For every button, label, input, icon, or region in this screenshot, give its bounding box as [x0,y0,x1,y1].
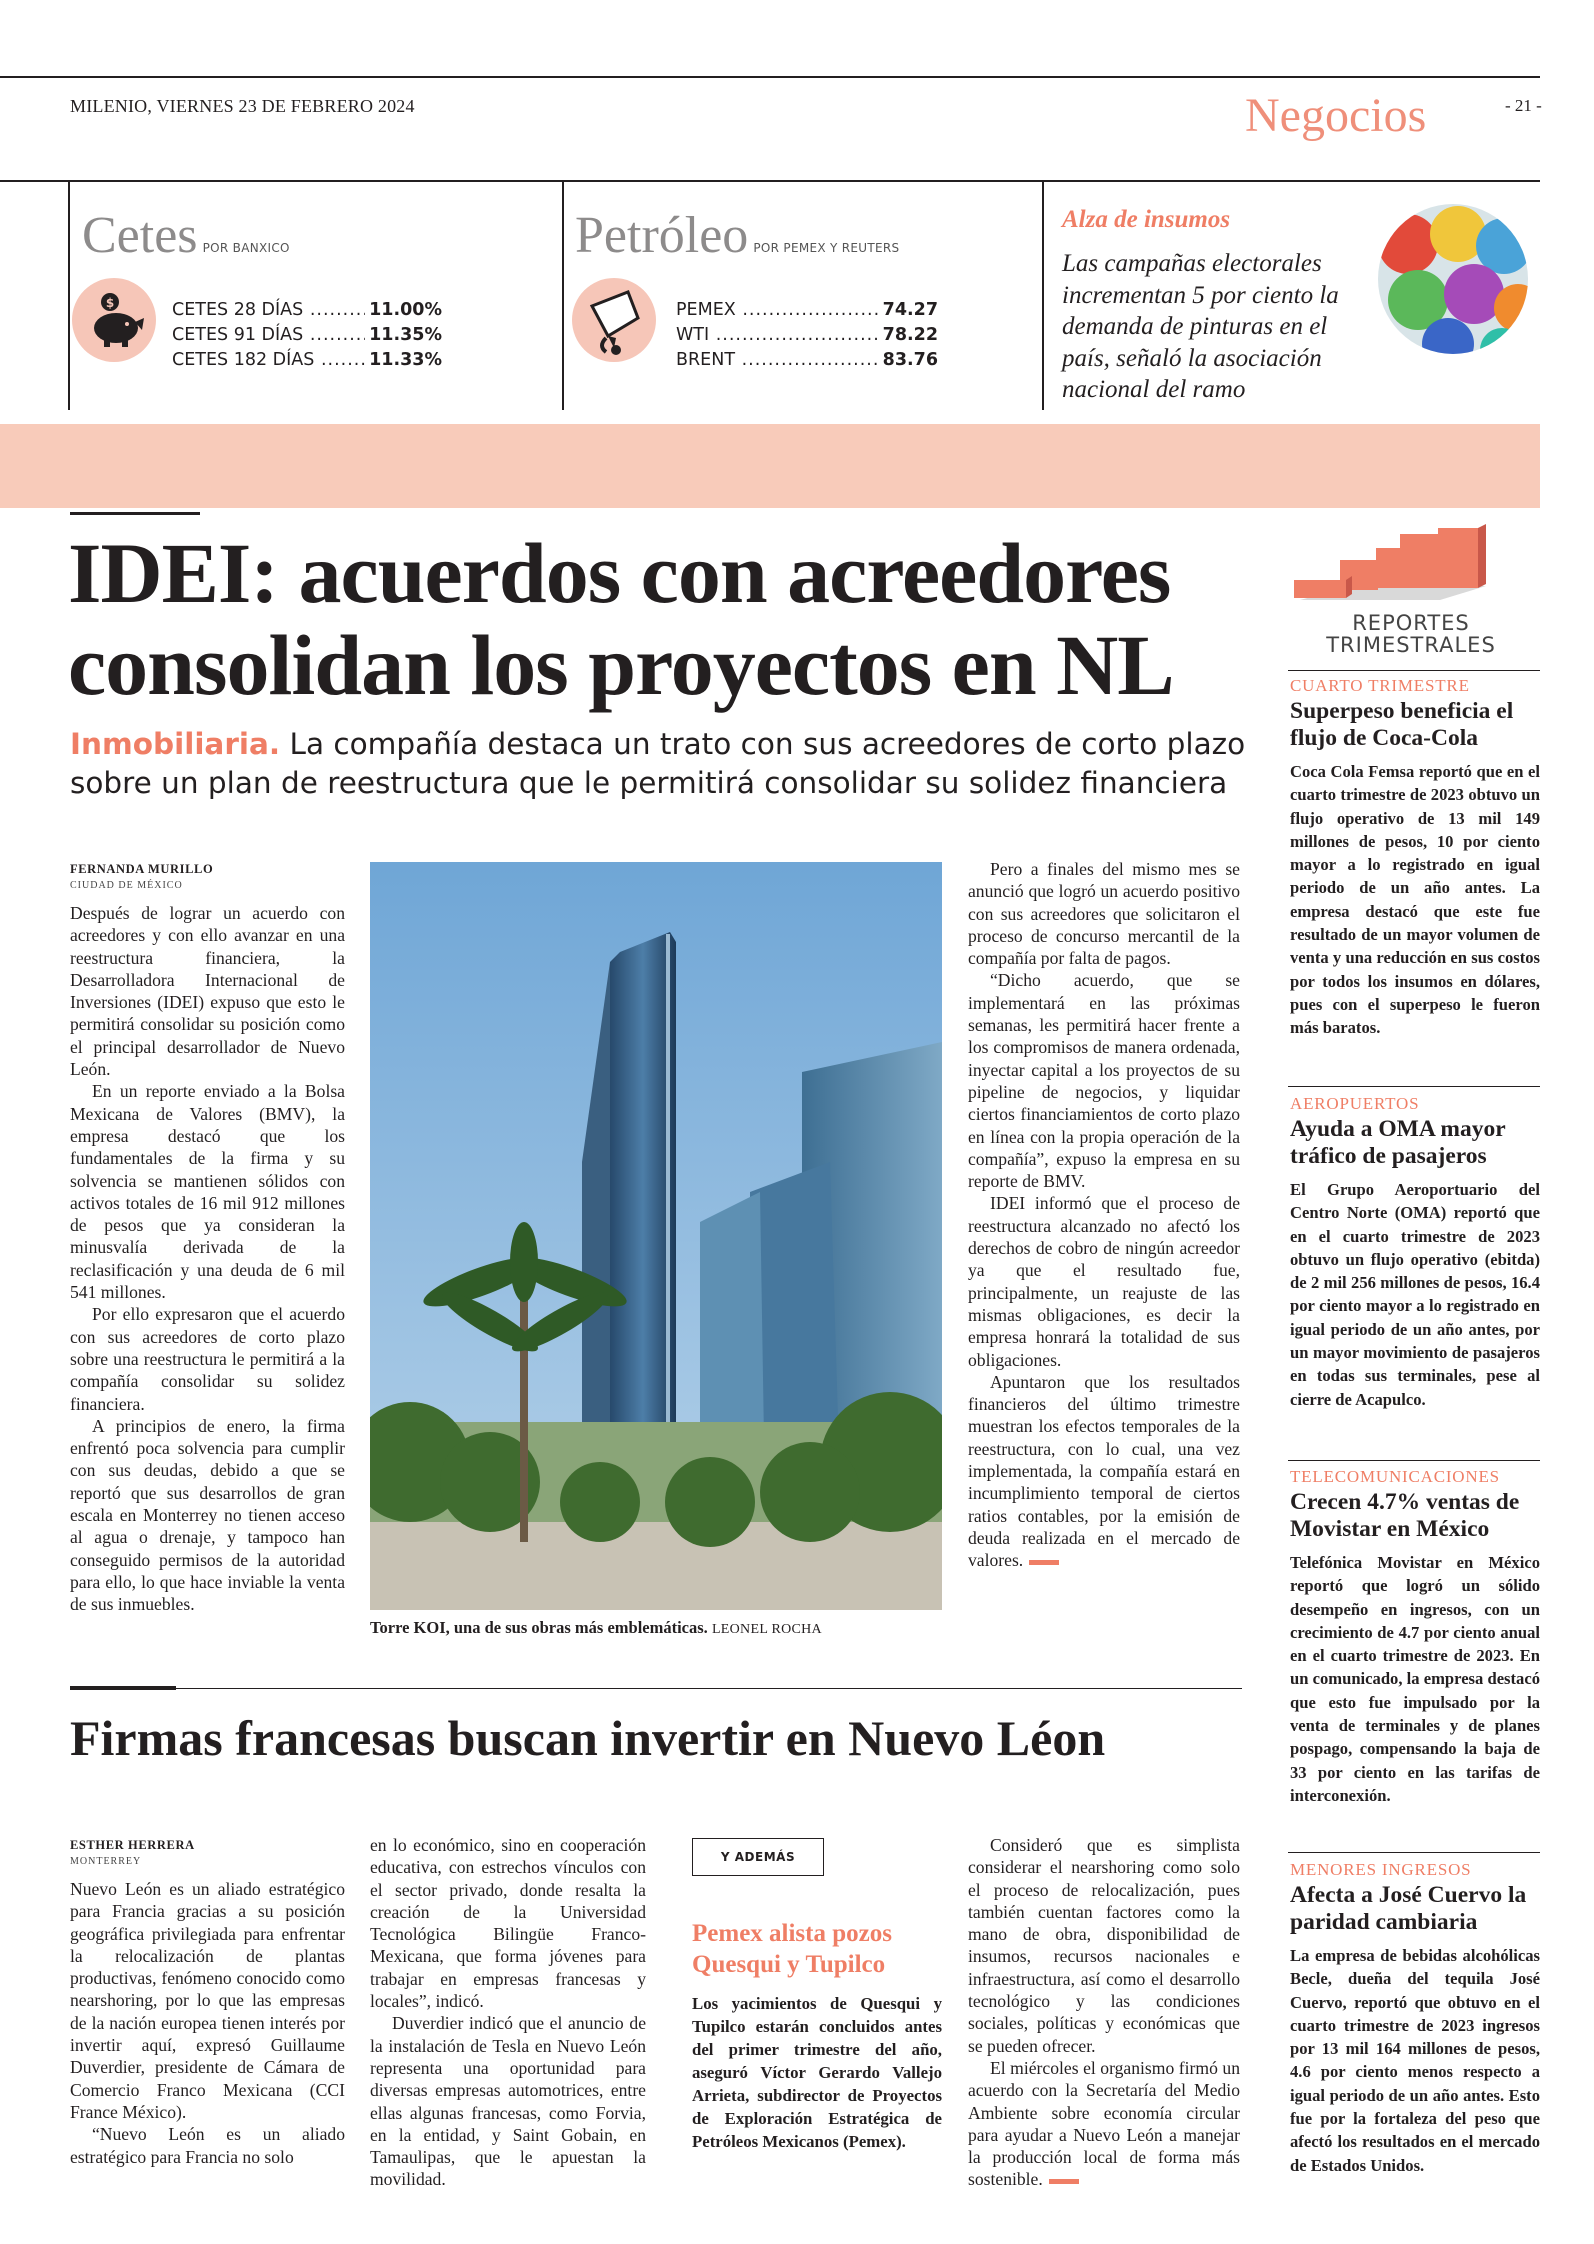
end-mark [1029,1560,1059,1565]
caption-text: Torre KOI, una de sus obras más emblemáticas. [370,1618,708,1637]
reportes-trimestrales-icon [1290,522,1542,612]
petroleo-rule [562,180,564,410]
second-location: MONTERREY [70,1856,142,1867]
box-title: Pemex alista pozos Quesqui y Tupilco [692,1920,892,1978]
paragraph: Nuevo León es un aliado estratégico para Francia gracias a su posición geográfica privilegiada para enfrentar la relocalización de plantas productivas, fenómeno conocido como nearshoring, por lo que las empresas de la nación europea tienen interés por invertir aquí, expresó Guillaume Duverdier, presidente de Cámara de Comercio Franco Mexicana (CCI France México). [70,1879,345,2122]
insumos-rule [1042,180,1044,410]
paragraph: Pero a finales del mismo mes se anunció que logró un acuerdo positivo con sus acreedores que solicitaron el proceso de concurso mercantil de la compañía por falta de pagos. [968,859,1240,969]
photo-caption [370,1618,950,1638]
second-author: ESTHER HERRERA [70,1838,195,1852]
main-location: CIUDAD DE MÉXICO [70,880,183,891]
paragraph: Después de lograr un acuerdo con acreedores y con ello avanzar en una reestructura financiera, la Desarrolladora Internacional de Inversiones (IDEI) expuso que esto le permitirá consolidar su posición como el principal desarrollador de Nuevo León. [70,903,345,1080]
top-rule [0,76,1540,78]
main-headline: IDEI: acuerdos con acreedores consolidan los proyectos en NL [68,525,1174,713]
sidebar-item [1290,1860,1540,2177]
petroleo-table [676,298,938,373]
second-col1 [70,1878,345,2168]
sidebar-rule [1288,1852,1540,1853]
sidebar-kicker: TELECOMUNICACIONES [1290,1467,1500,1486]
paragraph: Apuntaron que los resultados financieros del último trimestre muestran los efectos temporales de la reestructura, con lo cual, una vez implementada, la compañía estará en incumplimiento temporal de ciertos ratios contables, por la emisión de deuda realizada en el mercado de valores. [968,1371,1240,1571]
svg-text:$: $ [105,296,115,310]
paragraph: El miércoles el organismo firmó un acuerdo con la Secretaría del Medio Ambiente sobre economía circular para ayudar a Nuevo León a manejar la producción local de forma más sostenible. [968,2057,1240,2190]
divider-rule [70,1688,1242,1689]
sidebar-logo-text: REPORTES TRIMESTRALES [1326,611,1496,657]
sidebar-rule [1288,670,1540,671]
torre-koi-photo [370,862,942,1610]
piggy-bank-icon [72,278,156,362]
sidebar-item [1290,676,1540,1040]
dateline: MILENIO, VIERNES 23 DE FEBRERO 2024 [70,96,415,116]
story-tick-rule [70,512,200,515]
cetes-block [82,208,290,264]
sidebar-title: Crecen 4.7% ventas de Movistar en México [1290,1489,1520,1542]
main-dek-text: La compañía destaca un trato con sus acreedores de corto plazo sobre un plan de reestructura que le permitirá consolidar su solidez financiera [70,727,1246,800]
sidebar-title: Afecta a José Cuervo la paridad cambiaria [1290,1882,1527,1935]
insumos-kicker: Alza de insumos [1062,206,1231,233]
sidebar-body: La empresa de bebidas alcohólicas Becle, dueña del tequila José Cuervo, reportó que obtuvo en el cuarto trimestre de 2023 ingresos por 13 mil 164 millones de pesos, 4.6 por ciento menos respecto a igual periodo de un año antes. Esto fue por la fortaleza del peso que afectó los resultados en el mercado de Estados Unidos. [1290,1946,1540,2175]
caption-credit: LEONEL ROCHA [711,1622,822,1637]
cetes-row: CETES 28 DÍAS ..... 11.00% [172,298,442,323]
main-kicker: Inmobiliaria. [70,727,281,761]
paragraph: en lo económico, sino en cooperación educativa, con estrechos vínculos con el sector privado, donde resalta la creación de la Universidad Tecnológica Bilingüe Franco-Mexicana, que forma jóvenes para trabajar en empresas francesas y locales”, indicó. [370,1835,646,2012]
main-dek [70,725,1250,803]
main-col1 [70,902,345,1616]
cetes-source: POR BANXICO [202,241,290,255]
second-col4 [968,1834,1240,2191]
sidebar-body: Telefónica Movistar en México reportó que logró un sólido desempeño en ingresos, con un crecimiento de 4.7 por ciento anual en el cuarto trimestre de 2023. En un comunicado, la empresa destacó que esto fue impulsado por la venta de terminales y de planes pospago, compensando la baja de 33 por ciento en las tarifas de interconexión. [1290,1553,1540,1805]
page-number: - 21 - [1505,96,1542,115]
petroleo-source: POR PEMEX Y REUTERS [753,241,900,255]
sidebar-item [1290,1467,1540,1807]
cetes-row: CETES 182 DÍAS ..... 11.33% [172,348,442,373]
insumos-text: Las campañas electorales incrementan 5 por ciento la demanda de pinturas en el país, señaló la asociación nacional del ramo [1062,250,1339,403]
paragraph: En un reporte enviado a la Bolsa Mexicana de Valores (BMV), la empresa destacó que los fundamentales de la firma y su solvencia se mantienen sólidos con activos totales de 16 mil 912 millones de pesos que ya consideran la minusvalía derivada de la reclasificación y una deuda de 6 mil 541 millones. [70,1081,345,1303]
cetes-title: Cetes [82,207,198,264]
box-text: Los yacimientos de Quesqui y Tupilco estarán concluidos antes del primer trimestre del año, aseguró Víctor Gerardo Vallejo Arrieta, subdirector de Proyectos de Exploración Estratégica de Petróleos Mexicanos (Pemex). [692,1994,942,2151]
paint-cans-image [1378,204,1528,354]
sidebar-rule [1288,1086,1540,1087]
sidebar-rule [1288,1460,1540,1461]
petroleo-title: Petróleo [575,207,749,264]
sidebar-body: El Grupo Aeroportuario del Centro Norte (OMA) reportó que en el cuarto trimestre de 2023 obtuvo un flujo operativo (ebitda) de 2 mil 256 millones de pesos, 16.4 por ciento mayor a lo registrado en igual periodo de un año antes, por un mayor movimiento de pasajeros en todas sus terminales, pese al cierre de Acapulco. [1290,1180,1540,1409]
second-headline: Firmas francesas buscan invertir en Nuevo Léon [70,1710,1106,1766]
petroleo-block [575,208,899,264]
paragraph: A principios de enero, la firma enfrentó poca solvencia para cumplir con sus deudas, debido a que se reportó que sus desarrollos de gran escala en Monterrey no tienen acceso al agua o drenaje, y tampoco han conseguido permisos de la autoridad para ello, lo que hace inviable la venta de sus inmuebles. [70,1415,345,1615]
section-name: Negocios [1245,89,1427,142]
main-col3 [968,858,1240,1572]
divider-tick [70,1686,176,1690]
cetes-row: CETES 91 DÍAS ..... 11.35% [172,323,442,348]
sidebar-kicker: MENORES INGRESOS [1290,1860,1472,1879]
paragraph: Por ello expresaron que el acuerdo con sus acreedores de corto plazo sobre una reestructura le permitirá a la compañía consolidar su solidez financiera. [70,1304,345,1414]
paragraph: “Dicho acuerdo, que se implementará en las próximas semanas, les permitirá hacer frente a los compromisos de manera ordenada, inyectar capital a los proyectos de su pipeline de negocios, y liquidar ciertos financiamientos de corto plazo en línea con la propia operación de la compañía”, expuso la empresa en su reporte de BMV. [968,970,1240,1192]
sidebar-item [1290,1094,1540,1411]
oil-drop-icon [572,278,656,362]
sidebar-kicker: AEROPUERTOS [1290,1094,1420,1113]
sidebar-body: Coca Cola Femsa reportó que en el cuarto trimestre de 2023 obtuvo un flujo operativo de 13 mil 149 millones de pesos, 10 por ciento mayor a lo registrado en igual periodo de un año antes. La empresa destacó que este fue resultado de un mayor volumen de venta y una reducción en sus costos por todos los insumos en dólares, pues con el superpeso le fueron más baratos. [1290,762,1540,1038]
sidebar-title: Superpeso beneficia el flujo de Coca-Cola [1290,698,1514,751]
sidebar-kicker: CUARTO TRIMESTRE [1290,676,1470,695]
main-author: FERNANDA MURILLO [70,862,214,876]
y-ademas-tag: Y ADEMÁS [692,1838,824,1876]
ad-band [0,424,1540,508]
end-mark [1049,2179,1079,2184]
second-col2 [370,1834,646,2191]
paragraph: “Nuevo León es un aliado estratégico para Francia no solo [70,2124,345,2167]
header-rule [0,180,1540,182]
cetes-table [172,298,442,373]
paragraph: Duverdier indicó que el anuncio de la instalación de Tesla en Nuevo León representa una oportunidad para diversas empresas automotrices, entre ellas algunas francesas, como Forvia, en la entidad, y Saint Gobain, en Tamaulipas, que le apuestan la movilidad. [370,2013,646,2190]
petroleo-row: PEMEX ..... 74.27 [676,298,938,323]
sidebar-title: Ayuda a OMA mayor tráfico de pasajeros [1290,1116,1506,1169]
petroleo-row: WTI ..... 78.22 [676,323,938,348]
cetes-rule [68,180,70,410]
paragraph: Consideró que es simplista considerar el nearshoring como solo el proceso de relocalización, pues también cuentan factores como la mano de obra, disponibilidad de insumos, recursos nacionales e infraestructura, así como el desarrollo tecnológico y las condiciones sociales, políticas y económicas que se pueden ofrecer. [968,1835,1240,2056]
paragraph: IDEI informó que el proceso de reestructura alcanzado no afectó los derechos de cobro de ningún acreedor ya que el resultado fue, principalmente, un reajuste de las mismas obligaciones, es decir la empresa honrará la totalidad de sus obligaciones. [968,1193,1240,1370]
petroleo-row: BRENT ..... 83.76 [676,348,938,373]
